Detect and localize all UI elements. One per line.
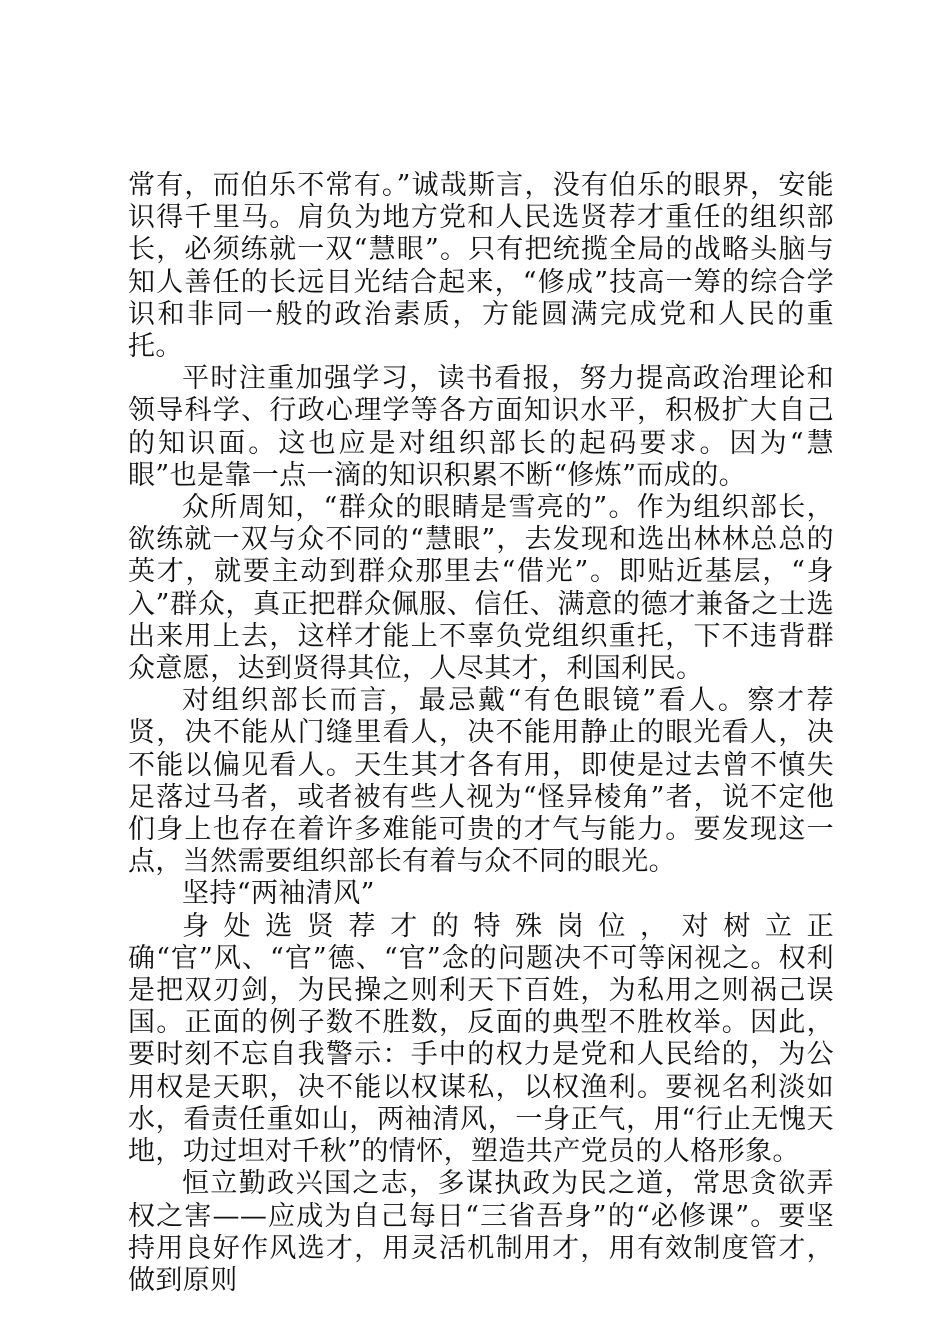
section-heading: 坚持“两袖清风”	[182, 878, 375, 910]
paragraph-integrity: 身处选贤荐才的特殊岗位，对树立正确“官”风、“官”德、“官”念的问题决不可等闲视之。权利是把双刃剑，为民操之则利天下百姓，为私用之则祸己误国。正面的例子数不胜数，反面的典型不胜枚举。因此，要时刻不忘自我警示：手中的权力是党和人民给的，为公用权是天职，决不能以权谋私，以权渔利。要视名利淡如水，看责任重如山，两袖清风，一身正气，用“行止无愧天地，功过坦对千秋”的情怀，塑造共产党员的人格形象。	[128, 910, 834, 1168]
paragraph-study: 平时注重加强学习，读书看报，努力提高政治理论和领导科学、行政心理学等各方面知识水平，积极扩大自己的知识面。这也应是对组织部长的起码要求。因为“慧眼”也是靠一点一滴的知识积累不断“修炼”而成的。	[128, 363, 834, 491]
paragraph-bole-insight: 常有，而伯乐不常有。”诚哉斯言，没有伯乐的眼界，安能识得千里马。肩负为地方党和人民选贤荐才重任的组织部长，必须练就一双“慧眼”。只有把统揽全局的战略头脑与知人善任的长远目光结合起来，“修成”技高一筹的综合学识和非同一般的政治素质，方能圆满完成党和人民的重托。	[128, 170, 834, 363]
document-page	[128, 170, 834, 1297]
paragraph-masses: 众所周知，“群众的眼睛是雪亮的”。作为组织部长，欲练就一双与众不同的“慧眼”，去发现和选出林林总总的英才，就要主动到群众那里去“借光”。即贴近基层，“身入”群众，真正把群众佩服、信任、满意的德才兼备之士选出来用上去，这样才能上不辜负党组织重托，下不违背群众意愿，达到贤得其位，人尽其才，利国利民。	[128, 492, 834, 685]
paragraph-tinted-glasses: 对组织部长而言，最忌戴“有色眼镜”看人。察才荐贤，决不能从门缝里看人，决不能用静止的眼光看人，决不能以偏见看人。天生其才各有用，即使是过去曾不慎失足落过马者，或者被有些人视为“怪异棱角”者，说不定他们身上也存在着许多难能可贵的才气与能力。要发现这一点，当然需要组织部长有着与众不同的眼光。	[128, 685, 834, 878]
paragraph-self-reflection: 恒立勤政兴国之志，多谋执政为民之道，常思贪欲弄权之害——应成为自己每日“三省吾身”的“必修课”。要坚持用良好作风选才，用灵活机制用才，用有效制度管才，做到原则	[128, 1168, 834, 1296]
